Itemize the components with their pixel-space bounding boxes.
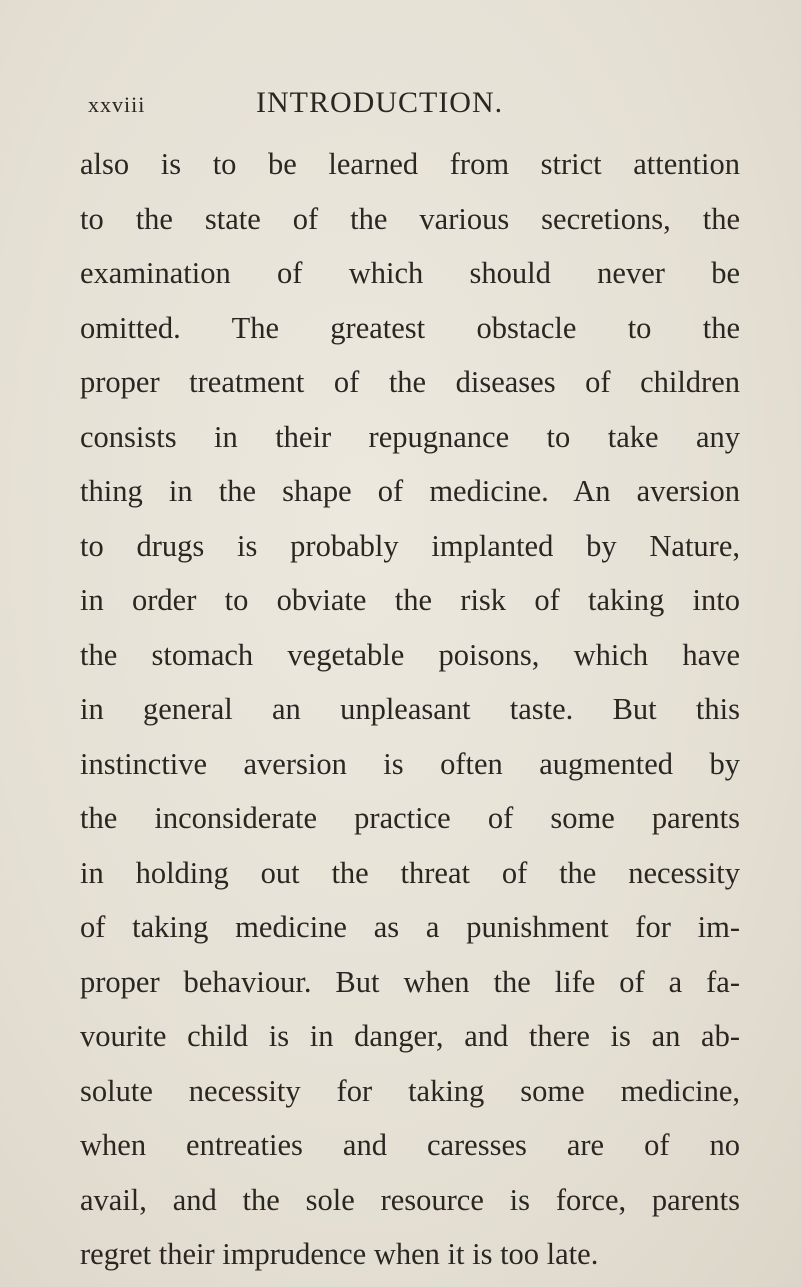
text-line: regret their imprudence when it is too late. [80, 1237, 599, 1271]
text-line: when entreaties and caresses are of no [80, 1128, 740, 1162]
page-number: xxviii [88, 92, 146, 117]
running-head [0, 86, 801, 126]
text-line: solute necessity for taking some medicine, [80, 1073, 740, 1108]
text-line: also is to be learned from strict attention [80, 147, 740, 181]
text-line: of taking medicine as a punishment for im- [80, 910, 740, 944]
text-line: omitted. The greatest obstacle to the [80, 310, 740, 345]
text-line: the stomach vegetable poisons, which have [80, 637, 740, 672]
text-line: in general an unpleasant taste. But this [80, 692, 740, 726]
text-line: in holding out the threat of the necessity [80, 855, 740, 890]
running-title: INTRODUCTION. [256, 86, 504, 119]
text-line: proper behaviour. But when the life of a fa- [80, 964, 740, 999]
text-line: consists in their repugnance to take any [80, 419, 740, 454]
text-line: proper treatment of the diseases of children [80, 365, 740, 399]
text-line: in order to obviate the risk of taking into [80, 583, 740, 617]
text-line: to drugs is probably implanted by Nature, [80, 528, 740, 563]
text-line: thing in the shape of medicine. An aversion [80, 474, 740, 508]
text-line: vourite child is in danger, and there is an ab- [80, 1019, 740, 1053]
text-line: avail, and the sole resource is force, parents [80, 1182, 740, 1217]
text-line: to the state of the various secretions, the [80, 201, 740, 236]
body-text [80, 137, 740, 1282]
text-line: instinctive aversion is often augmented by [80, 746, 740, 781]
text-line: examination of which should never be [80, 256, 740, 290]
text-line: the inconsiderate practice of some parents [80, 801, 740, 835]
